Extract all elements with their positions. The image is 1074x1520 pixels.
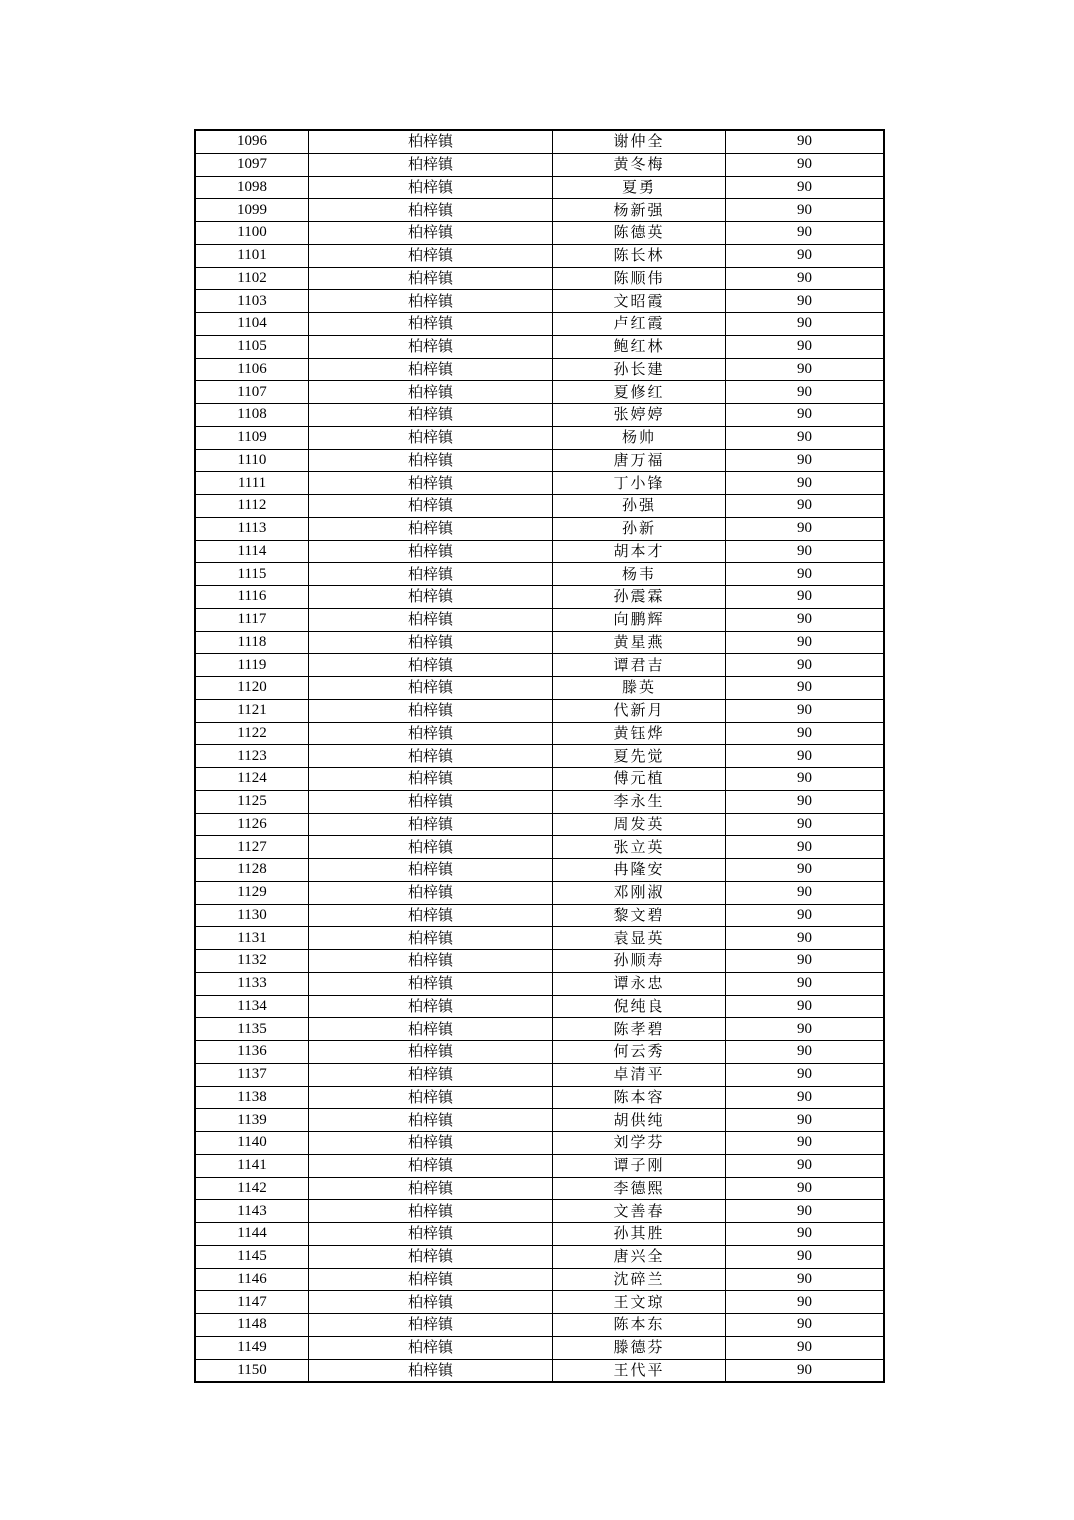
person-name-cell: 李德熙 <box>553 1177 726 1200</box>
table-row <box>195 677 884 700</box>
person-name-cell: 孙其胜 <box>553 1223 726 1246</box>
person-name-cell: 文善春 <box>553 1200 726 1223</box>
person-name-cell: 袁显英 <box>553 927 726 950</box>
table-row <box>195 495 884 518</box>
town-cell: 柏梓镇 <box>309 426 553 449</box>
table-row <box>195 950 884 973</box>
town-cell: 柏梓镇 <box>309 449 553 472</box>
row-number-cell: 1109 <box>195 426 309 449</box>
town-cell: 柏梓镇 <box>309 540 553 563</box>
score-cell: 90 <box>726 199 885 222</box>
town-cell: 柏梓镇 <box>309 517 553 540</box>
score-cell: 90 <box>726 836 885 859</box>
person-name-cell: 陈顺伟 <box>553 267 726 290</box>
table-row <box>195 517 884 540</box>
score-cell: 90 <box>726 358 885 381</box>
table-row <box>195 1245 884 1268</box>
score-cell: 90 <box>726 722 885 745</box>
table-row <box>195 722 884 745</box>
town-cell: 柏梓镇 <box>309 1086 553 1109</box>
table-row <box>195 790 884 813</box>
town-cell: 柏梓镇 <box>309 404 553 427</box>
town-cell: 柏梓镇 <box>309 631 553 654</box>
score-cell: 90 <box>726 904 885 927</box>
town-cell: 柏梓镇 <box>309 904 553 927</box>
score-cell: 90 <box>726 950 885 973</box>
town-cell: 柏梓镇 <box>309 859 553 882</box>
score-cell: 90 <box>726 1200 885 1223</box>
person-name-cell: 唐万福 <box>553 449 726 472</box>
town-cell: 柏梓镇 <box>309 745 553 768</box>
row-number-cell: 1136 <box>195 1041 309 1064</box>
town-cell: 柏梓镇 <box>309 813 553 836</box>
town-cell: 柏梓镇 <box>309 881 553 904</box>
table-row <box>195 1291 884 1314</box>
table-row <box>195 1132 884 1155</box>
town-cell: 柏梓镇 <box>309 790 553 813</box>
roster-table <box>194 129 885 1383</box>
row-number-cell: 1134 <box>195 995 309 1018</box>
row-number-cell: 1149 <box>195 1336 309 1359</box>
score-cell: 90 <box>726 790 885 813</box>
row-number-cell: 1138 <box>195 1086 309 1109</box>
score-cell: 90 <box>726 631 885 654</box>
town-cell: 柏梓镇 <box>309 130 553 153</box>
score-cell: 90 <box>726 1177 885 1200</box>
town-cell: 柏梓镇 <box>309 836 553 859</box>
town-cell: 柏梓镇 <box>309 199 553 222</box>
person-name-cell: 陈长林 <box>553 244 726 267</box>
score-cell: 90 <box>726 1154 885 1177</box>
row-number-cell: 1096 <box>195 130 309 153</box>
table-row <box>195 335 884 358</box>
row-number-cell: 1128 <box>195 859 309 882</box>
score-cell: 90 <box>726 540 885 563</box>
row-number-cell: 1142 <box>195 1177 309 1200</box>
row-number-cell: 1137 <box>195 1063 309 1086</box>
person-name-cell: 孙强 <box>553 495 726 518</box>
person-name-cell: 李永生 <box>553 790 726 813</box>
person-name-cell: 王文琼 <box>553 1291 726 1314</box>
row-number-cell: 1105 <box>195 335 309 358</box>
score-cell: 90 <box>726 813 885 836</box>
table-row <box>195 222 884 245</box>
town-cell: 柏梓镇 <box>309 313 553 336</box>
row-number-cell: 1116 <box>195 586 309 609</box>
town-cell: 柏梓镇 <box>309 153 553 176</box>
person-name-cell: 陈孝碧 <box>553 1018 726 1041</box>
town-cell: 柏梓镇 <box>309 1109 553 1132</box>
town-cell: 柏梓镇 <box>309 1336 553 1359</box>
score-cell: 90 <box>726 972 885 995</box>
score-cell: 90 <box>726 517 885 540</box>
person-name-cell: 刘学芬 <box>553 1132 726 1155</box>
score-cell: 90 <box>726 745 885 768</box>
person-name-cell: 王代平 <box>553 1359 726 1382</box>
person-name-cell: 鲍红林 <box>553 335 726 358</box>
table-row <box>195 244 884 267</box>
town-cell: 柏梓镇 <box>309 1063 553 1086</box>
table-row <box>195 631 884 654</box>
person-name-cell: 杨帅 <box>553 426 726 449</box>
score-cell: 90 <box>726 677 885 700</box>
score-cell: 90 <box>726 153 885 176</box>
person-name-cell: 黄钰烨 <box>553 722 726 745</box>
table-row <box>195 449 884 472</box>
row-number-cell: 1103 <box>195 290 309 313</box>
person-name-cell: 卢红霞 <box>553 313 726 336</box>
row-number-cell: 1115 <box>195 563 309 586</box>
person-name-cell: 夏先觉 <box>553 745 726 768</box>
row-number-cell: 1147 <box>195 1291 309 1314</box>
table-row <box>195 813 884 836</box>
row-number-cell: 1143 <box>195 1200 309 1223</box>
score-cell: 90 <box>726 586 885 609</box>
row-number-cell: 1100 <box>195 222 309 245</box>
row-number-cell: 1139 <box>195 1109 309 1132</box>
row-number-cell: 1140 <box>195 1132 309 1155</box>
person-name-cell: 谢仲全 <box>553 130 726 153</box>
row-number-cell: 1150 <box>195 1359 309 1382</box>
person-name-cell: 谭君吉 <box>553 654 726 677</box>
score-cell: 90 <box>726 267 885 290</box>
row-number-cell: 1104 <box>195 313 309 336</box>
town-cell: 柏梓镇 <box>309 1359 553 1382</box>
table-row <box>195 654 884 677</box>
table-row <box>195 1041 884 1064</box>
row-number-cell: 1117 <box>195 608 309 631</box>
person-name-cell: 胡供纯 <box>553 1109 726 1132</box>
row-number-cell: 1146 <box>195 1268 309 1291</box>
town-cell: 柏梓镇 <box>309 995 553 1018</box>
town-cell: 柏梓镇 <box>309 768 553 791</box>
town-cell: 柏梓镇 <box>309 222 553 245</box>
score-cell: 90 <box>726 1132 885 1155</box>
person-name-cell: 唐兴全 <box>553 1245 726 1268</box>
town-cell: 柏梓镇 <box>309 1291 553 1314</box>
table-row <box>195 540 884 563</box>
table-row <box>195 1268 884 1291</box>
score-cell: 90 <box>726 1086 885 1109</box>
town-cell: 柏梓镇 <box>309 1154 553 1177</box>
row-number-cell: 1119 <box>195 654 309 677</box>
row-number-cell: 1118 <box>195 631 309 654</box>
person-name-cell: 陈本容 <box>553 1086 726 1109</box>
town-cell: 柏梓镇 <box>309 176 553 199</box>
score-cell: 90 <box>726 335 885 358</box>
person-name-cell: 孙新 <box>553 517 726 540</box>
town-cell: 柏梓镇 <box>309 972 553 995</box>
person-name-cell: 傅元植 <box>553 768 726 791</box>
person-name-cell: 张婷婷 <box>553 404 726 427</box>
person-name-cell: 黎文碧 <box>553 904 726 927</box>
row-number-cell: 1120 <box>195 677 309 700</box>
town-cell: 柏梓镇 <box>309 1041 553 1064</box>
score-cell: 90 <box>726 1268 885 1291</box>
table-row <box>195 358 884 381</box>
row-number-cell: 1130 <box>195 904 309 927</box>
table-row <box>195 313 884 336</box>
person-name-cell: 邓刚淑 <box>553 881 726 904</box>
table-row <box>195 745 884 768</box>
town-cell: 柏梓镇 <box>309 950 553 973</box>
table-row <box>195 608 884 631</box>
person-name-cell: 杨韦 <box>553 563 726 586</box>
town-cell: 柏梓镇 <box>309 1132 553 1155</box>
person-name-cell: 倪纯良 <box>553 995 726 1018</box>
town-cell: 柏梓镇 <box>309 358 553 381</box>
table-row <box>195 1223 884 1246</box>
person-name-cell: 沈碎兰 <box>553 1268 726 1291</box>
town-cell: 柏梓镇 <box>309 1200 553 1223</box>
row-number-cell: 1121 <box>195 699 309 722</box>
row-number-cell: 1135 <box>195 1018 309 1041</box>
town-cell: 柏梓镇 <box>309 699 553 722</box>
score-cell: 90 <box>726 1291 885 1314</box>
table-row <box>195 1177 884 1200</box>
row-number-cell: 1107 <box>195 381 309 404</box>
table-row <box>195 563 884 586</box>
table-row <box>195 1109 884 1132</box>
table-row <box>195 1063 884 1086</box>
row-number-cell: 1102 <box>195 267 309 290</box>
row-number-cell: 1126 <box>195 813 309 836</box>
person-name-cell: 谭永忠 <box>553 972 726 995</box>
row-number-cell: 1106 <box>195 358 309 381</box>
score-cell: 90 <box>726 381 885 404</box>
town-cell: 柏梓镇 <box>309 290 553 313</box>
table-row <box>195 426 884 449</box>
row-number-cell: 1133 <box>195 972 309 995</box>
town-cell: 柏梓镇 <box>309 267 553 290</box>
person-name-cell: 滕德芬 <box>553 1336 726 1359</box>
roster-table-body <box>195 130 884 1382</box>
person-name-cell: 孙长建 <box>553 358 726 381</box>
score-cell: 90 <box>726 1245 885 1268</box>
table-row <box>195 1154 884 1177</box>
person-name-cell: 夏勇 <box>553 176 726 199</box>
table-row <box>195 199 884 222</box>
table-row <box>195 859 884 882</box>
score-cell: 90 <box>726 244 885 267</box>
row-number-cell: 1141 <box>195 1154 309 1177</box>
score-cell: 90 <box>726 1063 885 1086</box>
town-cell: 柏梓镇 <box>309 381 553 404</box>
table-row <box>195 1359 884 1382</box>
table-row <box>195 768 884 791</box>
person-name-cell: 周发英 <box>553 813 726 836</box>
town-cell: 柏梓镇 <box>309 1177 553 1200</box>
person-name-cell: 黄冬梅 <box>553 153 726 176</box>
score-cell: 90 <box>726 768 885 791</box>
score-cell: 90 <box>726 881 885 904</box>
row-number-cell: 1110 <box>195 449 309 472</box>
row-number-cell: 1123 <box>195 745 309 768</box>
town-cell: 柏梓镇 <box>309 472 553 495</box>
table-row <box>195 1018 884 1041</box>
person-name-cell: 陈本东 <box>553 1314 726 1337</box>
score-cell: 90 <box>726 699 885 722</box>
row-number-cell: 1129 <box>195 881 309 904</box>
row-number-cell: 1101 <box>195 244 309 267</box>
town-cell: 柏梓镇 <box>309 608 553 631</box>
row-number-cell: 1124 <box>195 768 309 791</box>
table-row <box>195 972 884 995</box>
row-number-cell: 1111 <box>195 472 309 495</box>
town-cell: 柏梓镇 <box>309 1314 553 1337</box>
table-row <box>195 904 884 927</box>
row-number-cell: 1145 <box>195 1245 309 1268</box>
score-cell: 90 <box>726 1359 885 1382</box>
town-cell: 柏梓镇 <box>309 722 553 745</box>
table-row <box>195 927 884 950</box>
table-row <box>195 699 884 722</box>
score-cell: 90 <box>726 1109 885 1132</box>
table-row <box>195 381 884 404</box>
row-number-cell: 1144 <box>195 1223 309 1246</box>
person-name-cell: 孙顺寿 <box>553 950 726 973</box>
row-number-cell: 1125 <box>195 790 309 813</box>
table-row <box>195 881 884 904</box>
person-name-cell: 卓清平 <box>553 1063 726 1086</box>
table-row <box>195 836 884 859</box>
table-row <box>195 1200 884 1223</box>
score-cell: 90 <box>726 130 885 153</box>
person-name-cell: 谭子刚 <box>553 1154 726 1177</box>
score-cell: 90 <box>726 472 885 495</box>
row-number-cell: 1148 <box>195 1314 309 1337</box>
score-cell: 90 <box>726 859 885 882</box>
score-cell: 90 <box>726 1336 885 1359</box>
table-row <box>195 995 884 1018</box>
table-row <box>195 290 884 313</box>
town-cell: 柏梓镇 <box>309 244 553 267</box>
score-cell: 90 <box>726 449 885 472</box>
score-cell: 90 <box>726 1314 885 1337</box>
person-name-cell: 文昭霞 <box>553 290 726 313</box>
town-cell: 柏梓镇 <box>309 1223 553 1246</box>
town-cell: 柏梓镇 <box>309 1018 553 1041</box>
row-number-cell: 1132 <box>195 950 309 973</box>
town-cell: 柏梓镇 <box>309 335 553 358</box>
row-number-cell: 1127 <box>195 836 309 859</box>
score-cell: 90 <box>726 176 885 199</box>
row-number-cell: 1112 <box>195 495 309 518</box>
table-row <box>195 1314 884 1337</box>
score-cell: 90 <box>726 927 885 950</box>
row-number-cell: 1098 <box>195 176 309 199</box>
score-cell: 90 <box>726 404 885 427</box>
score-cell: 90 <box>726 1223 885 1246</box>
table-row <box>195 176 884 199</box>
town-cell: 柏梓镇 <box>309 927 553 950</box>
town-cell: 柏梓镇 <box>309 677 553 700</box>
score-cell: 90 <box>726 290 885 313</box>
row-number-cell: 1113 <box>195 517 309 540</box>
row-number-cell: 1114 <box>195 540 309 563</box>
person-name-cell: 滕英 <box>553 677 726 700</box>
score-cell: 90 <box>726 313 885 336</box>
score-cell: 90 <box>726 495 885 518</box>
table-row <box>195 1336 884 1359</box>
town-cell: 柏梓镇 <box>309 586 553 609</box>
table-row <box>195 153 884 176</box>
person-name-cell: 丁小锋 <box>553 472 726 495</box>
row-number-cell: 1122 <box>195 722 309 745</box>
score-cell: 90 <box>726 426 885 449</box>
town-cell: 柏梓镇 <box>309 654 553 677</box>
person-name-cell: 冉隆安 <box>553 859 726 882</box>
table-row <box>195 472 884 495</box>
row-number-cell: 1099 <box>195 199 309 222</box>
table-row <box>195 130 884 153</box>
table-row <box>195 1086 884 1109</box>
person-name-cell: 何云秀 <box>553 1041 726 1064</box>
score-cell: 90 <box>726 222 885 245</box>
row-number-cell: 1097 <box>195 153 309 176</box>
score-cell: 90 <box>726 654 885 677</box>
person-name-cell: 孙震霖 <box>553 586 726 609</box>
town-cell: 柏梓镇 <box>309 563 553 586</box>
table-row <box>195 586 884 609</box>
town-cell: 柏梓镇 <box>309 1245 553 1268</box>
row-number-cell: 1131 <box>195 927 309 950</box>
score-cell: 90 <box>726 1018 885 1041</box>
person-name-cell: 代新月 <box>553 699 726 722</box>
score-cell: 90 <box>726 608 885 631</box>
person-name-cell: 杨新强 <box>553 199 726 222</box>
score-cell: 90 <box>726 995 885 1018</box>
person-name-cell: 胡本才 <box>553 540 726 563</box>
person-name-cell: 黄星燕 <box>553 631 726 654</box>
table-row <box>195 267 884 290</box>
score-cell: 90 <box>726 1041 885 1064</box>
person-name-cell: 向鹏辉 <box>553 608 726 631</box>
person-name-cell: 陈德英 <box>553 222 726 245</box>
table-row <box>195 404 884 427</box>
score-cell: 90 <box>726 563 885 586</box>
row-number-cell: 1108 <box>195 404 309 427</box>
person-name-cell: 夏修红 <box>553 381 726 404</box>
town-cell: 柏梓镇 <box>309 495 553 518</box>
person-name-cell: 张立英 <box>553 836 726 859</box>
town-cell: 柏梓镇 <box>309 1268 553 1291</box>
